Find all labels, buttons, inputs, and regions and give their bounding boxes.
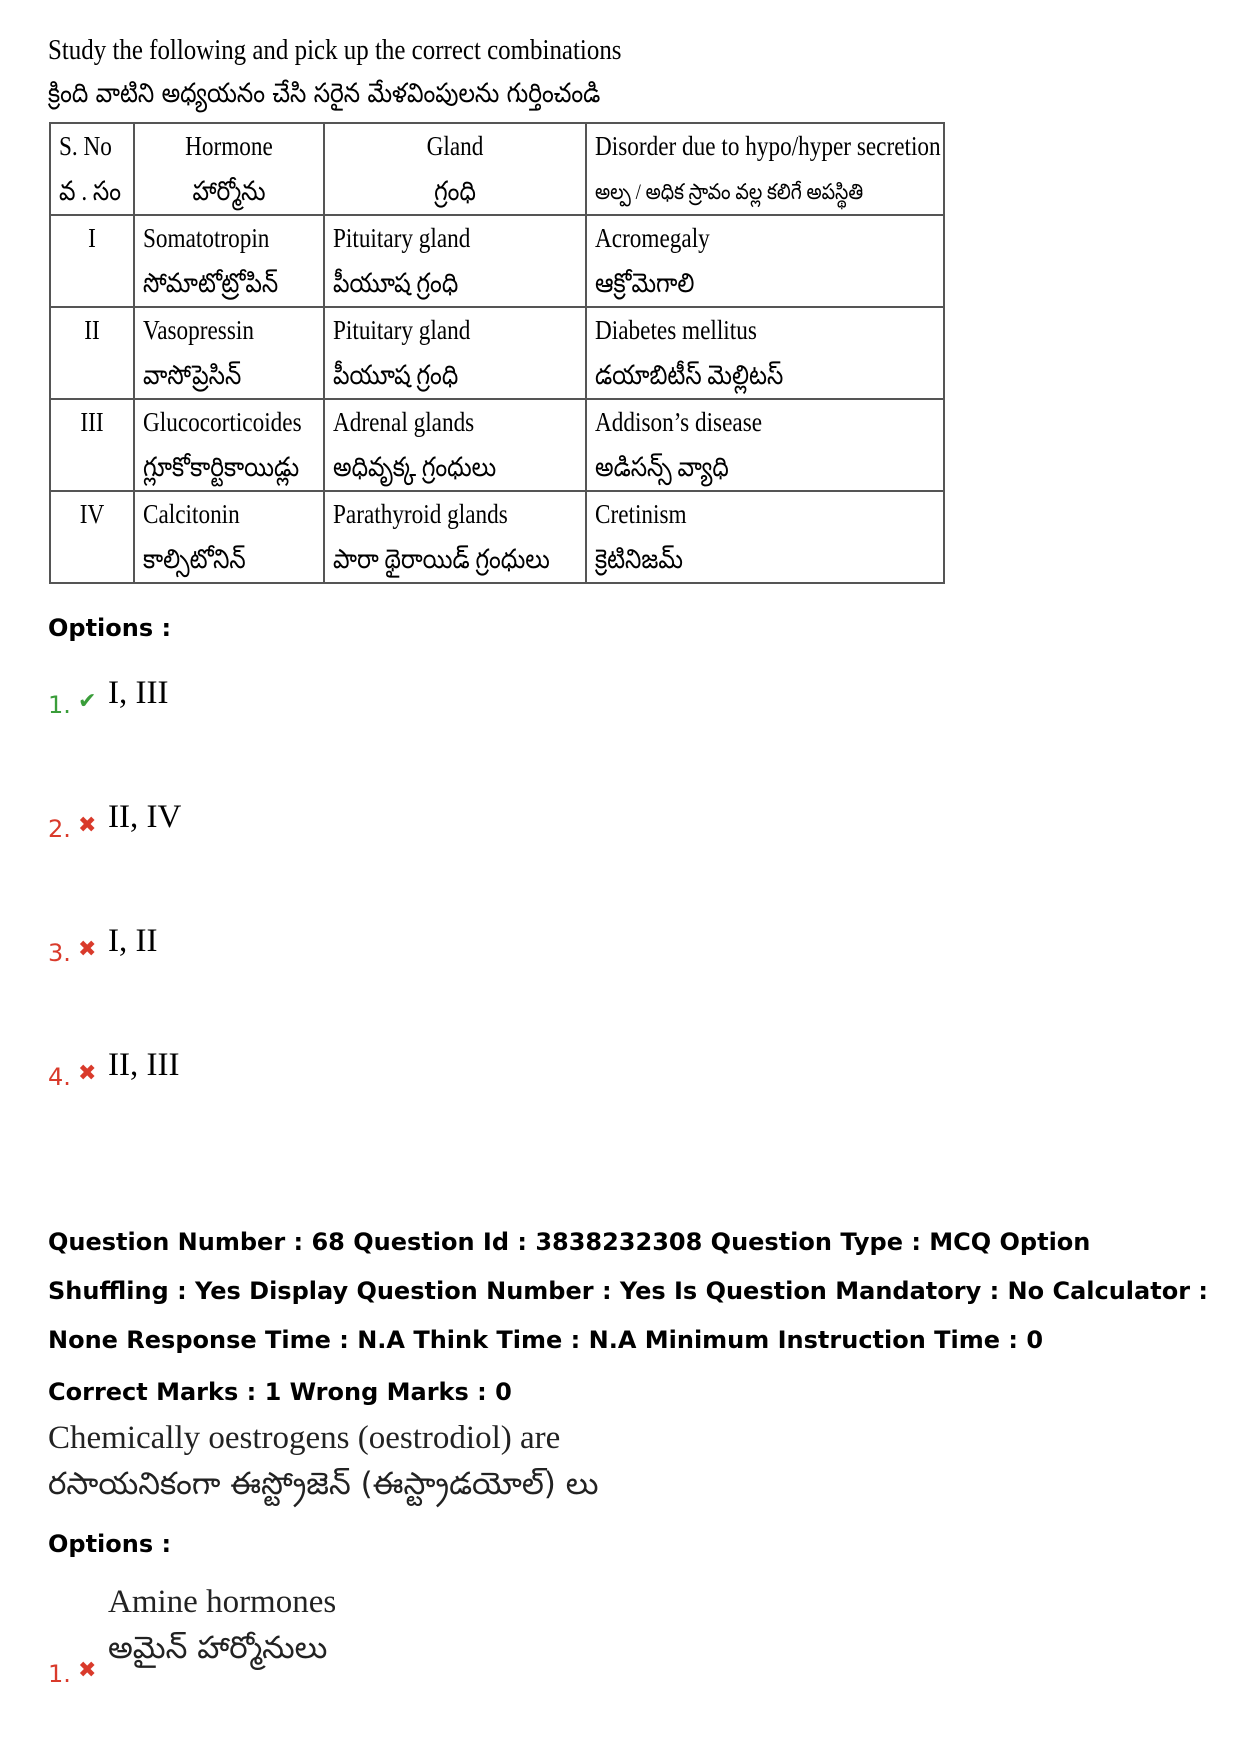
option-text-te: అమైన్ హార్మోనులు [108,1630,328,1666]
options-label: Options : [48,614,172,642]
question-image [48,28,715,116]
table-header-row [50,123,944,215]
option-text: I, II [108,923,158,959]
question-2 [48,1416,598,1508]
row-hormone: Glucocorticoides గ్లూకోకార్టికాయిడ్లు [134,399,324,491]
option-text-en: Amine hormones [108,1584,337,1620]
options-label: Options : [48,1530,172,1558]
option-2-1[interactable] [48,1584,648,1704]
question-meta: Question Number : 68 Question Id : 3838232308 Question Type : MCQ Option Shuffling : Yes Display Question Number : Yes Is Question Mandatory : No Calculator : None Response Time : N.A Think Time : N.A Minimum Instruction Time : 0 [48,1228,1208,1354]
row-number: IV [50,491,134,583]
option-text: II, IV [108,799,182,835]
check-icon: ✔ [78,689,97,714]
question-2-text-en: Chemically oestrogens (oestrodiol) are [48,1420,561,1456]
row-gland: Pituitary gland పీయూష గ్రంధి [324,215,586,307]
row-disorder: Addison’s disease అడిసన్స్ వ్యాధి [586,399,944,491]
row-disorder: Diabetes mellitus డయాబిటీస్ మెల్లిటస్ [586,307,944,399]
table-row [50,491,944,583]
cross-icon: ✖ [78,813,97,838]
row-number: I [50,215,134,307]
option-text: I, III [108,675,169,711]
option-number: 3. [48,939,71,967]
header-hormone: Hormone హార్మోను [134,123,324,215]
question-2-text-te: రసాయనికంగా ఈస్ట్రోజెన్ (ఈస్ట్రాడయోల్) లు [48,1466,599,1502]
option-text: II, III [108,1047,180,1083]
question-text-en: Study the following and pick up the correct combinations [48,34,622,66]
row-hormone: Calcitonin కాల్సిటోనిన్ [134,491,324,583]
row-gland: Adrenal glands అధివృక్క గ్రంధులు [324,399,586,491]
question-text-te: క్రింది వాటిని అధ్యయనం చేసి సరైన మేళవింపులను గుర్తించండి [48,78,601,109]
header-disorder: Disorder due to hypo/hyper secretion అల్ప / అధిక స్రావం వల్ల కలిగే అపస్థితి [586,123,944,215]
cross-icon: ✖ [78,1658,97,1683]
row-hormone: Somatotropin సోమాటోట్రోపిన్ [134,215,324,307]
header-sno: S. No వ . సం [50,123,134,215]
table-row [50,307,944,399]
option-number: 4. [48,1063,71,1091]
row-disorder: Cretinism క్రెటినిజమ్ [586,491,944,583]
row-gland: Parathyroid glands పారా థైరాయిడ్ గ్రంధులు [324,491,586,583]
cross-icon: ✖ [78,1061,97,1086]
cross-icon: ✖ [78,937,97,962]
option-number: 1. [48,1660,71,1688]
option-number: 1. [48,691,71,719]
table-row [50,215,944,307]
combination-table [49,122,945,584]
row-number: III [50,399,134,491]
row-hormone: Vasopressin వాసోప్రెసిన్ [134,307,324,399]
marks-info: Correct Marks : 1 Wrong Marks : 0 [48,1378,512,1406]
row-gland: Pituitary gland పీయూష గ్రంధి [324,307,586,399]
row-disorder: Acromegaly ఆక్రోమెగాలి [586,215,944,307]
row-number: II [50,307,134,399]
table-row [50,399,944,491]
option-number: 2. [48,815,71,843]
header-gland: Gland గ్రంధి [324,123,586,215]
